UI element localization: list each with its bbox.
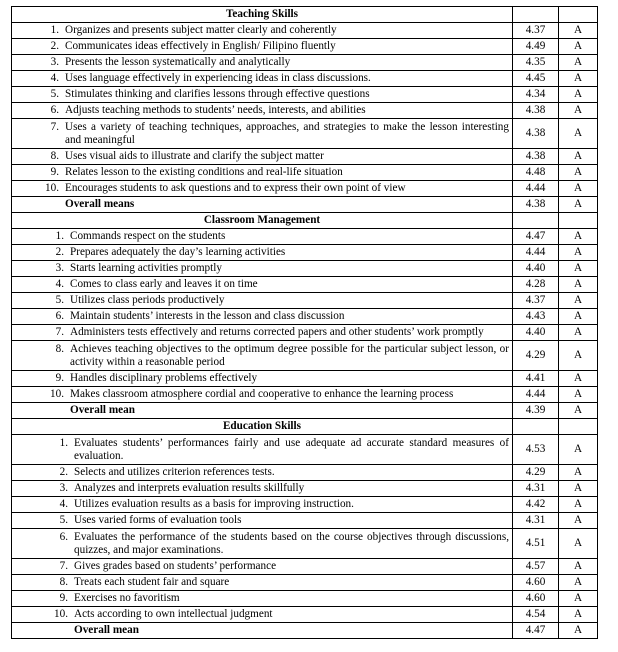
mean-value: 4.60 [513,575,559,591]
item-cell [12,149,513,165]
interpretation-cell-empty [559,213,598,229]
table-row [12,575,598,591]
item-text: Utilizes evaluation results as a basis for improving instruction. [74,498,354,510]
item-number: 9. [55,372,64,384]
item-number: 1. [50,24,59,36]
interpretation-value: A [559,71,598,87]
mean-value: 4.29 [513,465,559,481]
item-cell [12,23,513,39]
interpretation-value: A [559,165,598,181]
mean-value: 4.60 [513,591,559,607]
mean-value: 4.51 [513,529,559,559]
mean-cell-empty [513,419,559,435]
overall-mean-label: Overall mean [74,624,139,636]
item-number: 8. [55,342,64,355]
item-cell [12,181,513,197]
mean-value: 4.48 [513,165,559,181]
item-number: 6. [55,310,64,322]
item-text: Analyzes and interprets evaluation results skillfully [74,482,305,494]
mean-value: 4.54 [513,607,559,623]
table-row [12,103,598,119]
item-number: 9. [59,592,68,604]
interpretation-value: A [559,277,598,293]
item-text: Comes to class early and leaves it on time [70,278,258,290]
table-row [12,87,598,103]
section-title: Education Skills [12,419,513,435]
mean-value: 4.29 [513,341,559,371]
item-cell [12,497,513,513]
item-cell [12,575,513,591]
mean-cell-empty [513,7,559,23]
table-row [12,465,598,481]
mean-value: 4.31 [513,481,559,497]
item-text: Evaluates the performance of the students based on the course objectives through discussions, quizzes, and major examinations. [74,530,509,556]
item-text: Uses a variety of teaching techniques, approaches, and strategies to make the lesson interesting and meaningful [65,120,509,146]
item-number: 6. [50,104,59,116]
item-number: 8. [59,576,68,588]
interpretation-cell-empty [559,7,598,23]
interpretation-value: A [559,387,598,403]
mean-value: 4.38 [513,119,559,149]
section-header-row [12,7,598,23]
overall-mean-value: 4.39 [513,403,559,419]
overall-mean-row [12,403,598,419]
item-cell [12,371,513,387]
mean-value: 4.37 [513,293,559,309]
mean-value: 4.31 [513,513,559,529]
table-row [12,261,598,277]
overall-interpretation-value: A [559,403,598,419]
item-number: 5. [50,88,59,100]
item-cell [12,165,513,181]
table-row [12,341,598,371]
overall-label-cell [12,403,513,419]
item-number: 8. [50,150,59,162]
item-cell [12,325,513,341]
item-cell [12,435,513,465]
table-row [12,325,598,341]
item-number: 5. [59,514,68,526]
item-cell [12,103,513,119]
section-title: Classroom Management [12,213,513,229]
item-cell [12,591,513,607]
item-text: Prepares adequately the day’s learning activities [70,246,286,258]
table-row [12,435,598,465]
item-text: Uses language effectively in experiencing ideas in class discussions. [65,72,371,84]
table-row [12,23,598,39]
item-number: 2. [59,466,68,478]
table-row [12,293,598,309]
item-text: Administers tests effectively and returns corrected papers and other students’ work promptly [70,326,484,338]
overall-mean-label: Overall mean [70,404,135,416]
table-row [12,559,598,575]
table-row [12,229,598,245]
mean-value: 4.47 [513,229,559,245]
item-number: 1. [55,230,64,242]
item-text: Selects and utilizes criterion references tests. [74,466,275,478]
item-cell [12,607,513,623]
interpretation-value: A [559,39,598,55]
mean-value: 4.53 [513,435,559,465]
mean-value: 4.44 [513,181,559,197]
mean-value: 4.44 [513,245,559,261]
table-row [12,55,598,71]
overall-interpretation-value: A [559,623,598,639]
table-row [12,371,598,387]
interpretation-value: A [559,245,598,261]
interpretation-value: A [559,309,598,325]
table-row [12,71,598,87]
item-cell [12,229,513,245]
item-number: 9. [50,166,59,178]
item-number: 7. [50,120,59,133]
item-cell [12,513,513,529]
item-number: 1. [59,436,68,449]
overall-mean-row [12,197,598,213]
overall-interpretation-value: A [559,197,598,213]
table-row [12,513,598,529]
mean-value: 4.40 [513,325,559,341]
interpretation-value: A [559,559,598,575]
interpretation-value: A [559,261,598,277]
mean-value: 4.57 [513,559,559,575]
item-text: Adjusts teaching methods to students’ needs, interests, and abilities [65,104,366,116]
item-number: 3. [50,56,59,68]
table-row [12,119,598,149]
evaluation-table-body [12,7,598,639]
mean-value: 4.44 [513,387,559,403]
mean-value: 4.43 [513,309,559,325]
table-row [12,591,598,607]
item-number: 6. [59,530,68,543]
item-text: Starts learning activities promptly [70,262,222,274]
item-cell [12,261,513,277]
item-cell [12,71,513,87]
item-cell [12,387,513,403]
interpretation-value: A [559,371,598,387]
overall-mean-row [12,623,598,639]
mean-value: 4.49 [513,39,559,55]
overall-mean-label: Overall means [65,198,135,210]
interpretation-value: A [559,607,598,623]
item-number: 7. [59,560,68,572]
mean-value: 4.37 [513,23,559,39]
item-number: 2. [55,246,64,258]
interpretation-value: A [559,229,598,245]
item-cell [12,481,513,497]
overall-mean-value: 4.47 [513,623,559,639]
table-row [12,149,598,165]
interpretation-value: A [559,103,598,119]
interpretation-value: A [559,181,598,197]
interpretation-value: A [559,465,598,481]
item-number: 2. [50,40,59,52]
interpretation-value: A [559,293,598,309]
item-text: Stimulates thinking and clarifies lessons through effective questions [65,88,370,100]
interpretation-value: A [559,55,598,71]
item-text: Maintain students’ interests in the lesson and class discussion [70,310,345,322]
item-number: 3. [59,482,68,494]
mean-value: 4.28 [513,277,559,293]
interpretation-value: A [559,325,598,341]
item-text: Acts according to own intellectual judgment [74,608,273,620]
item-text: Encourages students to ask questions and to express their own point of view [65,182,406,194]
section-header-row [12,213,598,229]
mean-value: 4.35 [513,55,559,71]
section-title: Teaching Skills [12,7,513,23]
item-text: Utilizes class periods productively [70,294,225,306]
item-text: Makes classroom atmosphere cordial and cooperative to enhance the learning process [70,388,454,400]
mean-value: 4.45 [513,71,559,87]
table-row [12,497,598,513]
item-cell [12,529,513,559]
table-row [12,529,598,559]
item-text: Organizes and presents subject matter clearly and coherently [65,24,337,36]
interpretation-value: A [559,575,598,591]
item-number: 4. [55,278,64,290]
mean-value: 4.38 [513,149,559,165]
item-cell [12,87,513,103]
interpretation-value: A [559,529,598,559]
item-text: Relates lesson to the existing conditions and real-life situation [65,166,343,178]
interpretation-value: A [559,87,598,103]
table-row [12,309,598,325]
table-row [12,245,598,261]
item-cell [12,559,513,575]
item-number: 3. [55,262,64,274]
item-text: Uses varied forms of evaluation tools [74,514,242,526]
mean-value: 4.42 [513,497,559,513]
mean-value: 4.34 [513,87,559,103]
interpretation-value: A [559,435,598,465]
table-row [12,607,598,623]
table-row [12,181,598,197]
item-number: 4. [59,498,68,510]
item-text: Evaluates students’ performances fairly and use adequate ad accurate standard measures of evaluation. [74,436,509,462]
item-text: Gives grades based on students’ performance [74,560,277,572]
item-cell [12,341,513,371]
overall-mean-value: 4.38 [513,197,559,213]
overall-label-cell [12,197,513,213]
interpretation-value: A [559,481,598,497]
interpretation-value: A [559,119,598,149]
interpretation-value: A [559,149,598,165]
table-row [12,481,598,497]
interpretation-value: A [559,341,598,371]
table-row [12,39,598,55]
item-number: 7. [55,326,64,338]
mean-cell-empty [513,213,559,229]
mean-value: 4.41 [513,371,559,387]
interpretation-value: A [559,497,598,513]
evaluation-table [11,6,598,639]
item-cell [12,119,513,149]
interpretation-value: A [559,591,598,607]
item-number: 5. [55,294,64,306]
item-text: Uses visual aids to illustrate and clarify the subject matter [65,150,324,162]
item-cell [12,55,513,71]
section-header-row [12,419,598,435]
item-text: Communicates ideas effectively in English/ Filipino fluently [65,40,336,52]
item-cell [12,245,513,261]
table-row [12,277,598,293]
item-number: 10. [54,608,68,620]
table-row [12,387,598,403]
item-text: Handles disciplinary problems effectively [70,372,258,384]
interpretation-cell-empty [559,419,598,435]
interpretation-value: A [559,23,598,39]
item-cell [12,293,513,309]
item-cell [12,39,513,55]
table-row [12,165,598,181]
item-cell [12,309,513,325]
interpretation-value: A [559,513,598,529]
item-number: 10. [50,388,64,400]
item-text: Exercises no favoritism [74,592,180,604]
item-number: 4. [50,72,59,84]
item-number: 10. [45,182,59,194]
item-text: Treats each student fair and square [74,576,230,588]
item-cell [12,465,513,481]
item-cell [12,277,513,293]
item-text: Achieves teaching objectives to the optimum degree possible for the particular subject lesson, or activity within a reasonable period [70,342,509,368]
mean-value: 4.40 [513,261,559,277]
overall-label-cell [12,623,513,639]
mean-value: 4.38 [513,103,559,119]
item-text: Commands respect on the students [70,230,226,242]
item-text: Presents the lesson systematically and analytically [65,56,291,68]
